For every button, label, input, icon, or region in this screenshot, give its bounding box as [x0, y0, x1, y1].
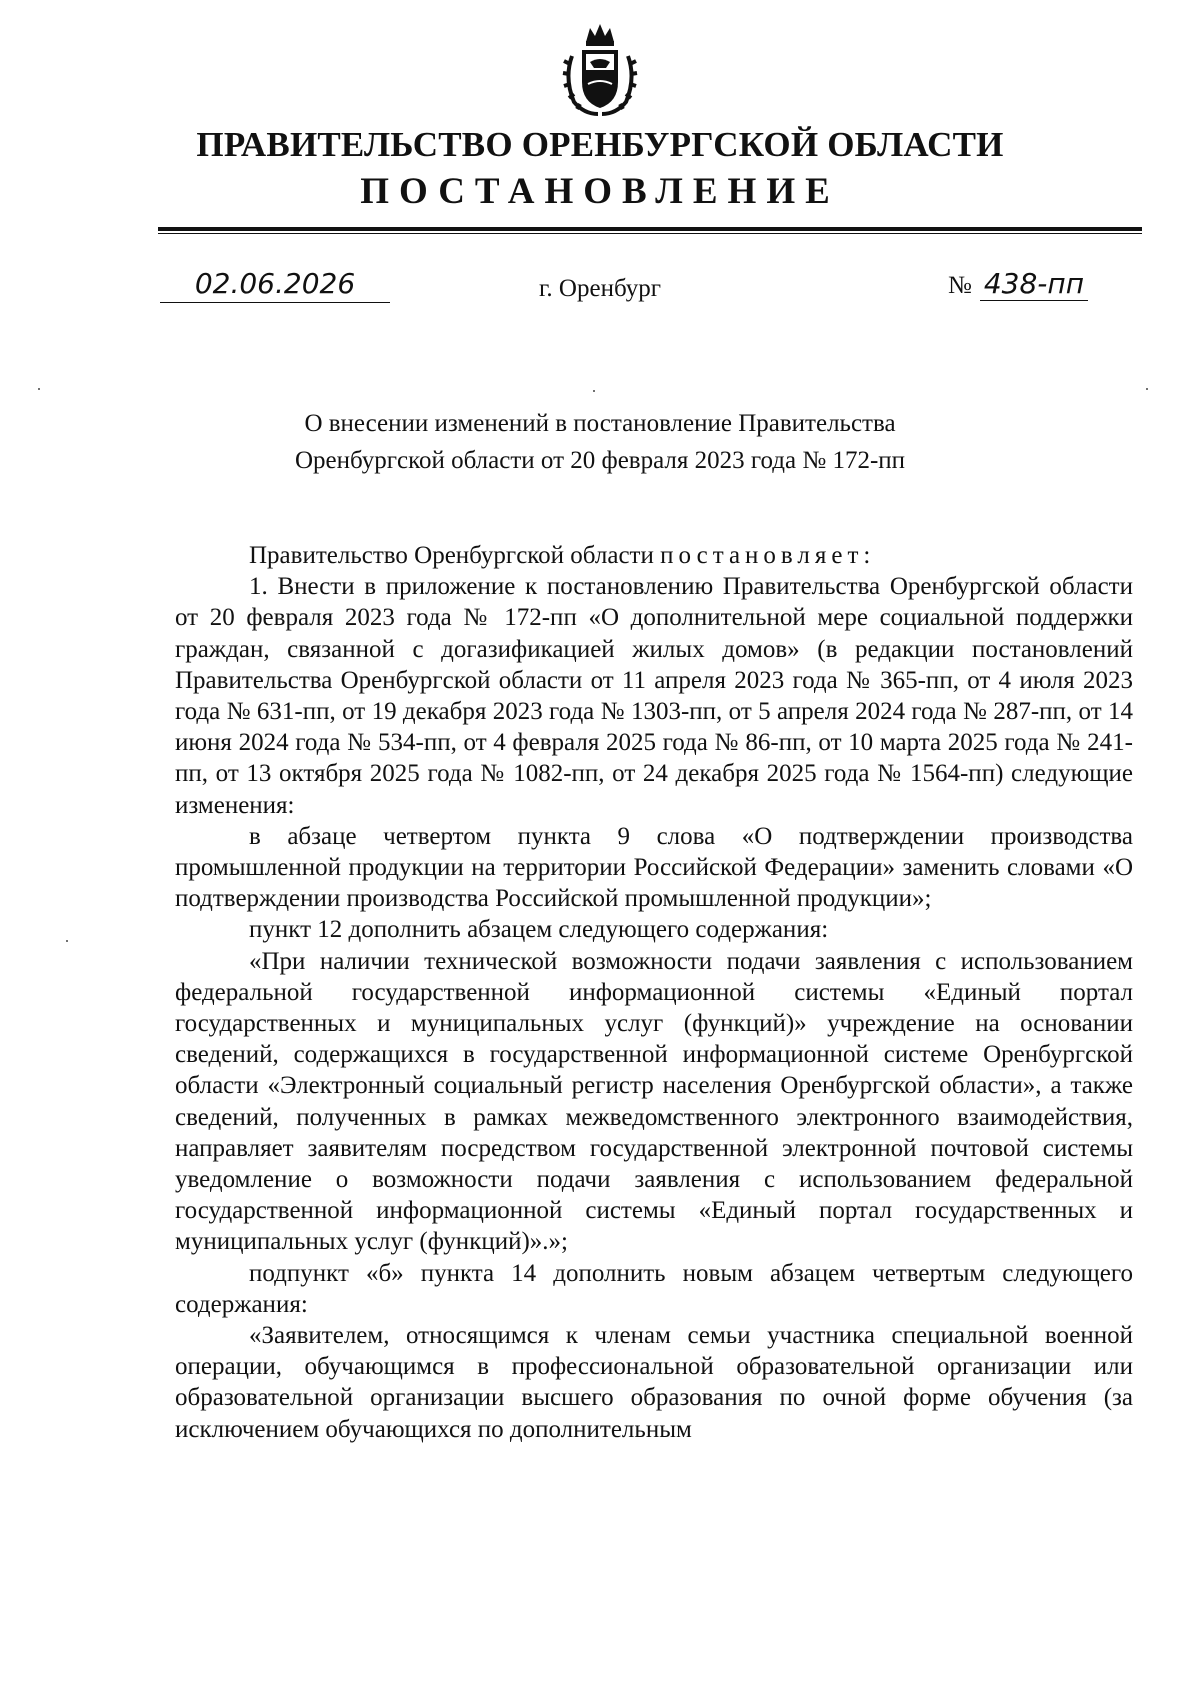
subject-line-1: О внесении изменений в постановление Правительства: [304, 410, 896, 437]
document-date: 02.06.2026: [160, 268, 390, 303]
scan-speck: [38, 388, 40, 390]
decree-word: постановляет:: [660, 542, 876, 569]
scan-speck: [1146, 388, 1148, 390]
paragraph-2: в абзаце четвертом пункта 9 слова «О подтверждении производства промышленной продукции на территории Российской Федерации» заменить словами «О подтверждении производства Российской промышленной продукции»;: [175, 822, 1133, 913]
subject-line-2: Оренбургской области от 20 февраля 2023 года № 172-пп: [294, 447, 906, 474]
paragraph-1: 1. Внести в приложение к постановлению Правительства Оренбургской области от 20 февраля 2023 года № 172-пп «О дополнительной мере социальной поддержки граждан, связанной с догазификацией жилых домов» (в редакции постановлений Правительства Оренбургской области от 11 апреля 2023 года № 365-пп, от 4 июля 2023 года № 631-пп, от 19 декабря 2023 года № 1303-пп, от 5 апреля 2024 года № 287-пп, от 14 июня 2024 года № 534-пп, от 4 февраля 2025 года № 86-пп, от 10 марта 2025 года № 241-пп, от 13 октября 2025 года № 1082-пп, от 24 декабря 2025 года № 1564-пп) следующие изменения:: [175, 573, 1133, 819]
decree-paragraph: [175, 540, 1133, 571]
document-number: 438-пп: [980, 268, 1088, 301]
scan-speck: [66, 940, 68, 942]
coat-of-arms-icon: [562, 22, 638, 118]
document-number-block: [948, 268, 1088, 305]
number-sign: №: [948, 272, 972, 299]
document-type: ПОСТАНОВЛЕНИЕ: [360, 171, 840, 212]
decree-lead: Правительство Оренбургской области: [249, 542, 654, 569]
header-rule-thin: [158, 233, 1142, 234]
scan-speck: [593, 390, 595, 392]
paragraph-5: подпункт «б» пункта 14 дополнить новым абзацем четвертым следующего содержания:: [175, 1259, 1133, 1318]
organization-title: ПРАВИТЕЛЬСТВО ОРЕНБУРГСКОЙ ОБЛАСТИ: [196, 125, 1004, 164]
header-rule-thick: [158, 227, 1142, 231]
document-subject: [0, 405, 1200, 479]
paragraph-3: пункт 12 дополнить абзацем следующего содержания:: [249, 916, 829, 944]
document-body: [175, 540, 1133, 1445]
document-city: г. Оренбург: [539, 275, 661, 302]
paragraph-6: «Заявителем, относящимся к членам семьи участника специальной военной операции, обучающимся в профессиональной образовательной организации или образовательной организации высшего образования по очной форме обучения (за исключением обучающихся по дополнительным: [175, 1322, 1133, 1443]
paragraph-4: «При наличии технической возможности подачи заявления с использованием федеральной государственной информационной системы «Единый портал государственных и муниципальных услуг (функций)» учреждение на основании сведений, содержащихся в государственной информационной системе Оренбургской области «Электронный социальный регистр населения Оренбургской области», а также сведений, полученных в рамках межведомственного электронного взаимодействия, направляет заявителям посредством государственной электронной почтовой системы уведомление о возможности подачи заявления с использованием федеральной государственной информационной системы «Единый портал государственных и муниципальных услуг (функций)».»;: [175, 947, 1133, 1256]
